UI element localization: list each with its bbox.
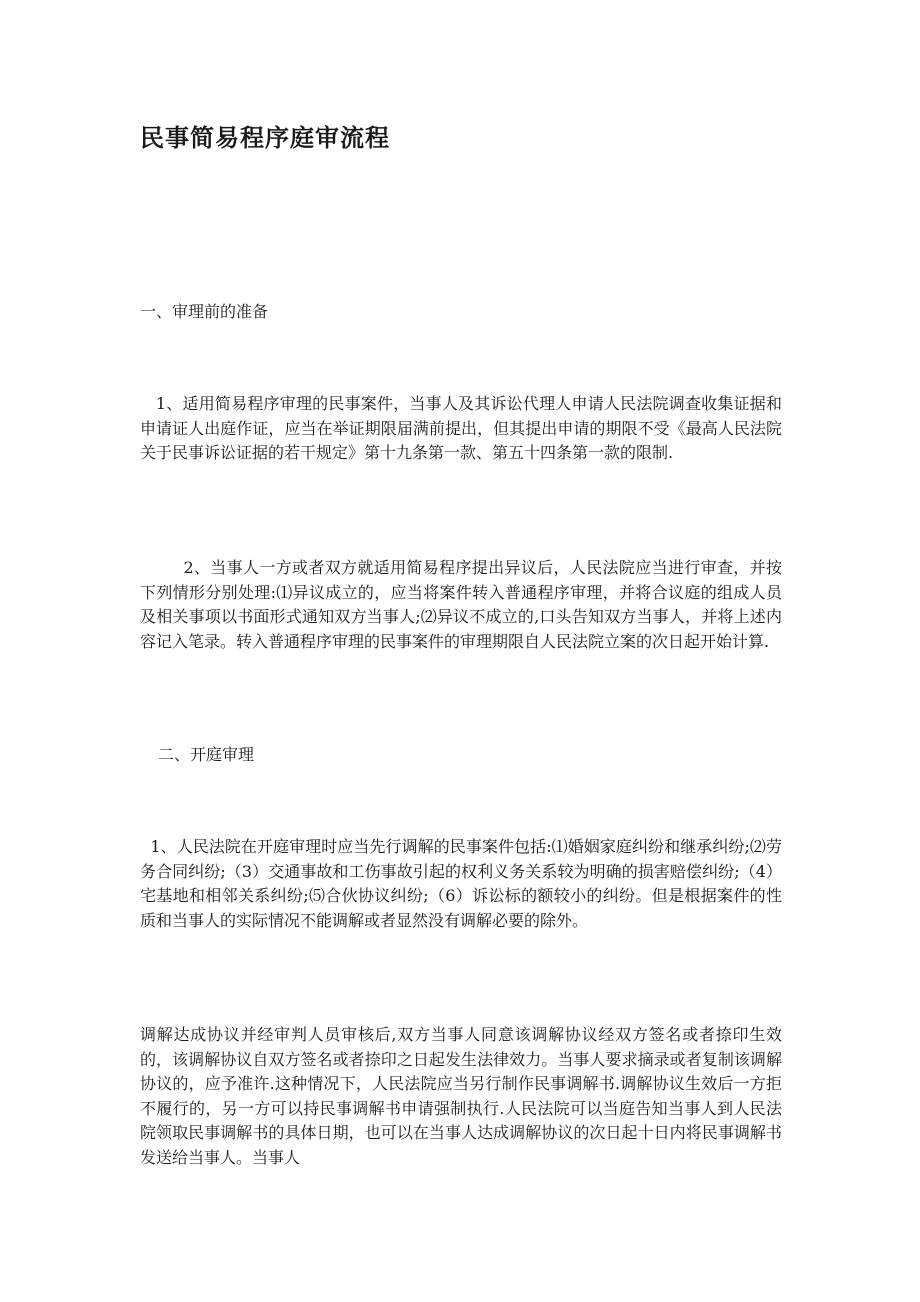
paragraph-evidence-request: 1、适用简易程序审理的民事案件，当事人及其诉讼代理人申请人民法院调查收集证据和申请证人出庭作证，应当在举证期限届满前提出，但其提出申请的期限不受《最高人民法院关于民事诉讼证据的若干规定》第十九条第一款、第五十四条第一款的限制. [140, 394, 782, 462]
section-heading-trial: 二、开庭审理 [158, 745, 255, 764]
paragraph-mediation-cases: 1、人民法院在开庭审理时应当先行调解的民事案件包括:⑴婚姻家庭纠纷和继承纠纷;⑵劳务合同纠纷;（3）交通事故和工伤事故引起的权利义务关系较为明确的损害赔偿纠纷;（4）宅基地和相邻关系纠纷;⑸合伙协议纠纷;（6）诉讼标的额较小的纠纷。但是根据案件的性质和当事人的实际情况不能调解或者显然没有调解必要的除外。 [140, 837, 782, 930]
document-title: 民事简易程序庭审流程 [140, 124, 390, 152]
section-heading-preparation: 一、审理前的准备 [140, 302, 269, 321]
paragraph-objection-handling: 2、当事人一方或者双方就适用简易程序提出异议后，人民法院应当进行审查，并按下列情形分别处理:⑴异议成立的，应当将案件转入普通程序审理，并将合议庭的组成人员及相关事项以书面形式通知双方当事人;⑵异议不成立的,口头告知双方当事人，并将上述内容记入笔录。转入普通程序审理的民事案件的审理期限自人民法院立案的次日起开始计算. [140, 558, 782, 651]
paragraph-mediation-agreement: 调解达成协议并经审判人员审核后,双方当事人同意该调解协议经双方签名或者捺印生效的，该调解协议自双方签名或者捺印之日起发生法律效力。当事人要求摘录或者复制该调解协议的，应予准许.这种情况下，人民法院应当另行制作民事调解书.调解协议生效后一方拒不履行的，另一方可以持民事调解书申请强制执行.人民法院可以当庭告知当事人到人民法院领取民事调解书的具体日期，也可以在当事人达成调解协议的次日起十日内将民事调解书发送给当事人。当事人 [140, 1025, 782, 1167]
